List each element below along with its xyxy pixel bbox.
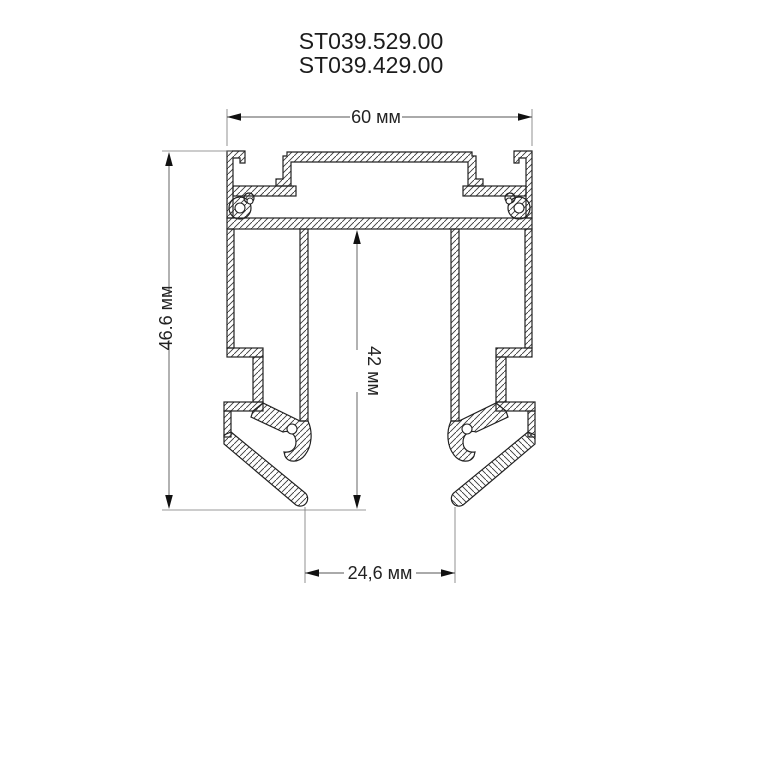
title-line-2: ST039.429.00 <box>298 52 444 78</box>
title-line-1: ST039.529.00 <box>298 28 444 54</box>
profile-step-wall-right <box>496 357 506 402</box>
profile-cross-section <box>224 151 535 506</box>
arrow-left-icon <box>227 113 241 121</box>
dim-width-top-label: 60 мм <box>351 107 401 127</box>
drawing-title <box>299 28 444 78</box>
arrow-right-icon <box>441 569 455 577</box>
arrow-left-icon <box>305 569 319 577</box>
arrow-up-icon <box>353 230 361 244</box>
arrow-right-icon <box>518 113 532 121</box>
screw-hole-right <box>514 203 524 213</box>
dim-width-bottom <box>305 507 455 583</box>
screw-hole-left <box>235 203 245 213</box>
dim-width-top <box>227 107 532 146</box>
profile-inner-wall-right <box>451 229 459 421</box>
boss-slot-left <box>247 198 253 204</box>
profile-main-web <box>227 218 532 229</box>
arrow-up-icon <box>165 152 173 166</box>
hook-notch-left <box>287 424 297 434</box>
profile-outer-wall-right <box>525 229 532 348</box>
dim-width-bottom-label: 24,6 мм <box>347 563 413 583</box>
profile-top-plate <box>276 152 483 186</box>
profile-web-left <box>233 186 296 196</box>
dim-height-left-label: 46.6 мм <box>156 285 176 351</box>
dim-height-inner <box>353 230 384 509</box>
arrow-down-icon <box>353 495 361 509</box>
profile-inner-wall-left <box>300 229 308 421</box>
profile-web-right <box>463 186 526 196</box>
arrow-down-icon <box>165 495 173 509</box>
hook-notch-right <box>462 424 472 434</box>
profile-ledge1-right <box>496 348 532 357</box>
profile-leg-left <box>224 432 308 506</box>
dim-height-inner-label: 42 мм <box>364 346 384 396</box>
profile-ledge1-left <box>227 348 263 357</box>
profile-step-wall-left <box>253 357 263 402</box>
boss-slot-right <box>506 198 512 204</box>
profile-leg-right <box>451 432 535 506</box>
profile-outer-wall-left <box>227 229 234 348</box>
